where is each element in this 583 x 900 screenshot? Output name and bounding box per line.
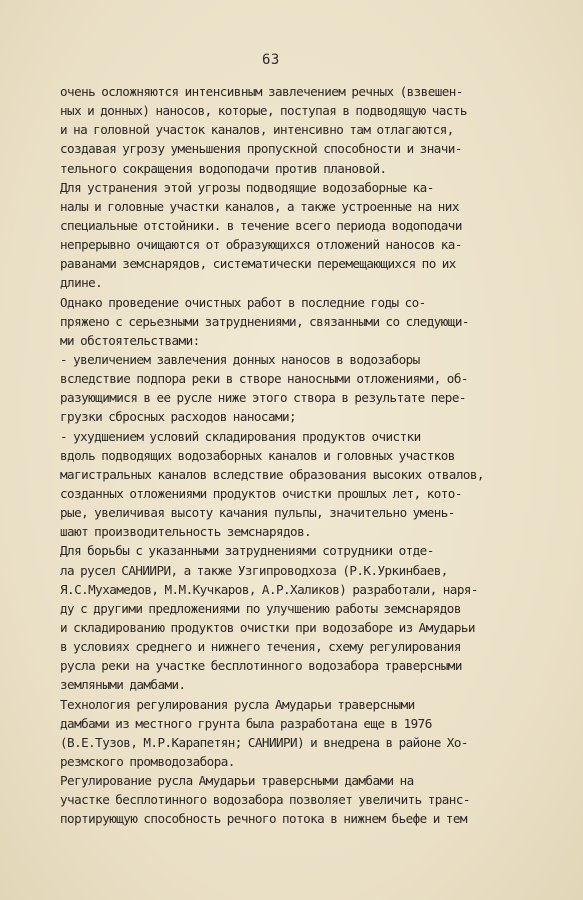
text-line: земляными дамбами. bbox=[60, 677, 186, 693]
text-line: Я.С.Мухамедов, М.М.Кучкаров, А.Р.Халиков) разработали, наря- bbox=[60, 581, 478, 597]
text-line: специальные отстойники. в течение всего периода водоподачи bbox=[60, 217, 462, 233]
text-line: магистральных каналов вследствие образования высоких отвалов, bbox=[60, 466, 484, 482]
text-line: (В.Е.Тузов, М.Р.Карапетян; САНИИРИ) и внедрена в районе Хо- bbox=[60, 734, 468, 750]
body-text bbox=[60, 82, 530, 828]
text-line: непрерывно очищаются от образующихся отложений наносов ка- bbox=[60, 237, 462, 253]
text-line: Технология регулирования русла Амударьи траверсными bbox=[60, 696, 415, 712]
text-line: вследствие подпора реки в створе наносными отложениями, об- bbox=[60, 371, 468, 387]
text-line: - ухудшением условий складирования продуктов очистки bbox=[60, 428, 421, 444]
text-line: вдоль подводящих водозаборных каналов и головных участков bbox=[60, 447, 455, 463]
text-line: созданных отложениями продуктов очистки прошлых лет, кото- bbox=[60, 485, 462, 501]
text-line: ми обстоятельствами: bbox=[60, 332, 200, 348]
text-line: портирующую способность речного потока в нижнем бьефе и тем bbox=[60, 811, 467, 827]
text-line: и на головной участок каналов, интенсивно там отлагаются, bbox=[60, 122, 454, 138]
text-line: разующимися в ее русле ниже этого створа в результате пере- bbox=[60, 390, 466, 406]
text-line: Для устранения этой угрозы подводящие водозаборные ка- bbox=[60, 179, 434, 195]
text-line: ду с другими предложениями по улучшению работы земснарядов bbox=[60, 600, 461, 616]
text-line: налы и головные участки каналов, а также устроенные на них bbox=[60, 198, 459, 214]
text-line: Регулирование русла Амударьи траверсными дамбами на bbox=[60, 773, 414, 789]
text-line: очень осложняются интенсивным завлечением речных (взвешен- bbox=[60, 84, 463, 99]
text-line: грузки сбросных расходов наносами; bbox=[60, 409, 297, 425]
text-line: рые, увеличивая высоту качания пульпы, значительно умень- bbox=[60, 505, 455, 521]
text-line: в условиях среднего и нижнего течения, схему регулирования bbox=[60, 639, 461, 655]
text-line: и складированию продуктов очистки при водозаборе из Амударьи bbox=[60, 619, 475, 635]
text-line: длине. bbox=[60, 275, 103, 291]
text-line: дамбами из местного грунта была разработана еще в 1976 bbox=[60, 715, 432, 731]
text-line: резмского промводозабора. bbox=[60, 753, 235, 769]
text-line: ных и донных) наносов, которые, поступая в подводящую часть bbox=[60, 103, 467, 119]
text-line: шают производительность земснарядов. bbox=[60, 524, 312, 540]
text-line: - увеличением завлечения донных наносов в водозаборы bbox=[60, 351, 420, 367]
text-line: создавая угрозу уменьшения пропускной способности и значи- bbox=[60, 141, 462, 157]
page-number: 63 bbox=[262, 52, 280, 68]
text-line: участке бесплотинного водозабора позволяет увеличить транс- bbox=[60, 792, 470, 808]
text-line: пряжено с серьезными затруднениями, связанными со следующи- bbox=[60, 313, 469, 329]
text-line: ла русел САНИИРИ, а также Узгипроводхоза (Р.К.Уркинбаев, bbox=[60, 562, 448, 578]
text-line: русла реки на участке бесплотинного водозабора траверсными bbox=[60, 658, 462, 674]
text-line: Однако проведение очистных работ в последние годы со- bbox=[60, 294, 426, 310]
text-line: Для борьбы с указанными затруднениями сотрудники отде- bbox=[60, 543, 434, 559]
text-line: раванами земснарядов, систематически перемещающихся по их bbox=[60, 256, 456, 272]
text-line: тельного сокращения водоподачи против плановой. bbox=[60, 160, 387, 176]
